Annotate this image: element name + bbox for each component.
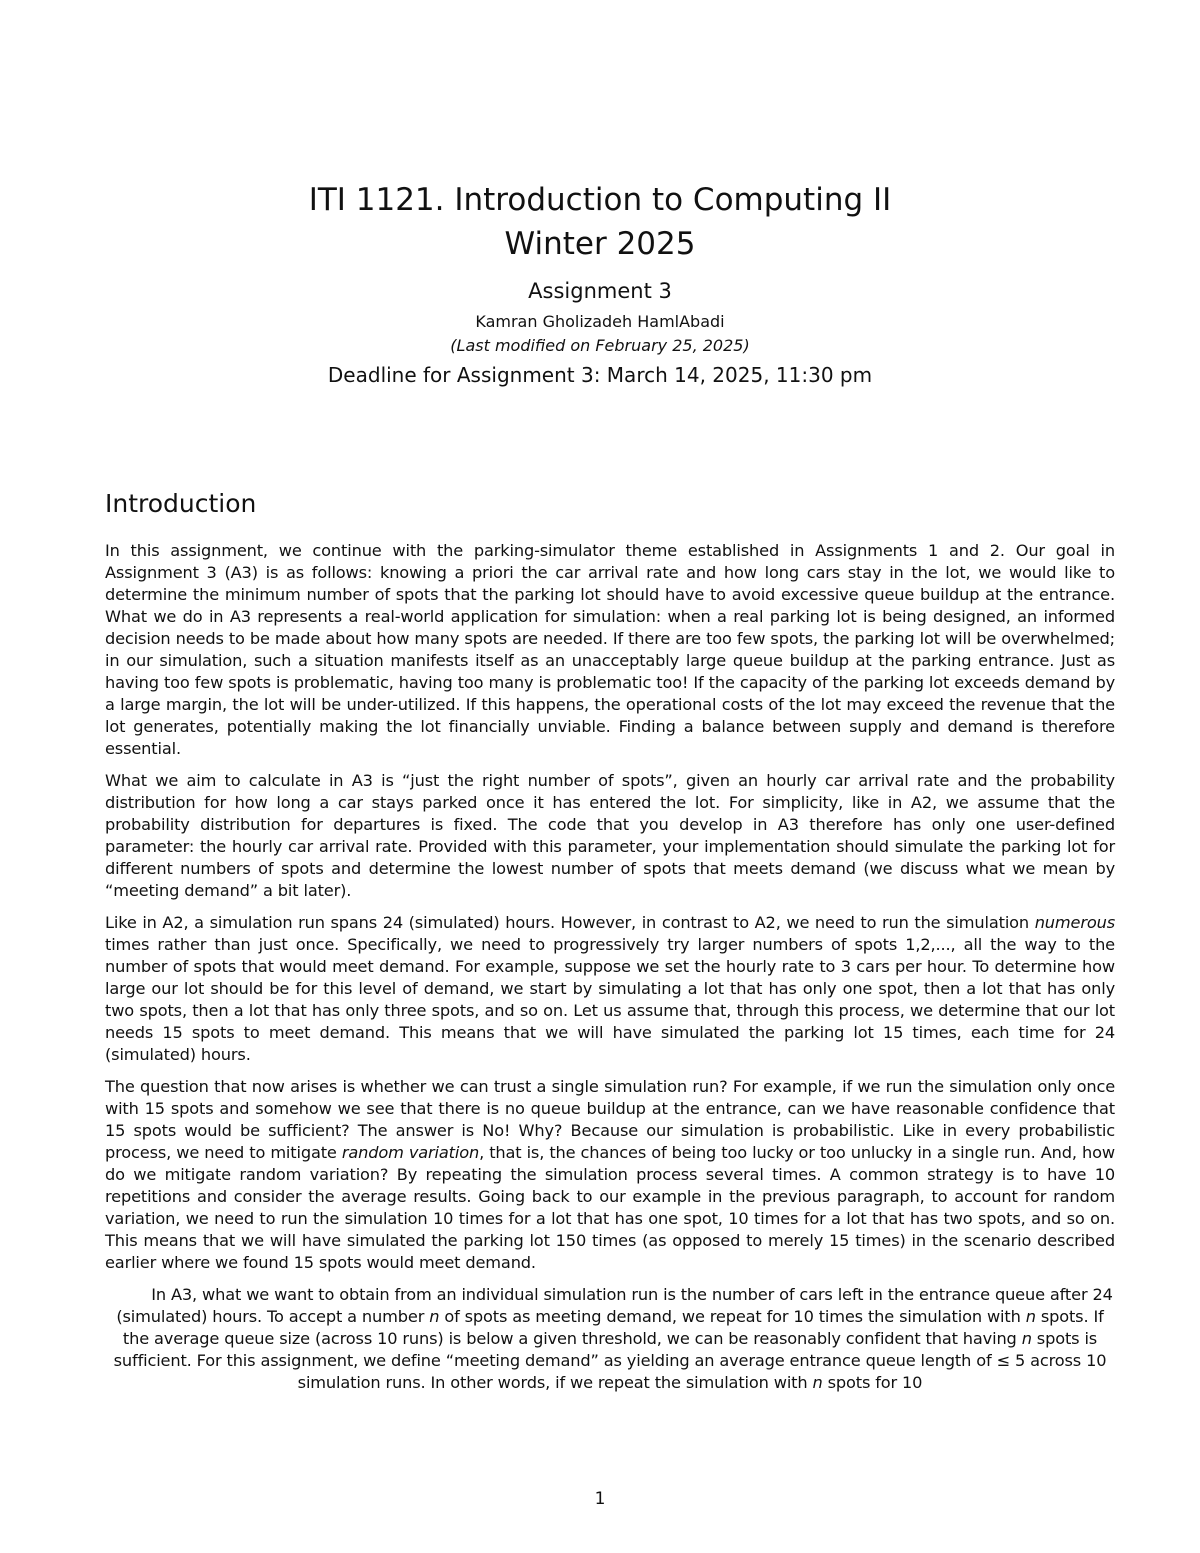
emphasized-text: numerous: [1034, 913, 1115, 932]
term: Winter 2025: [504, 226, 696, 262]
last-modified: (Last modified on February 25, 2025): [450, 336, 750, 355]
page-number: 1: [594, 1489, 606, 1509]
paragraph-text: In this assignment, we continue with the parking-simulator theme established in Assignments 1 and 2. Our goal in Assignment 3 (A3) is as follows: knowing a priori the car arrival rate and how long cars stay in the lot, we would like to determine the minimum number of spots that the parking lot should have to avoid excessive queue buildup at the entrance. What we do in A3 represents a real-world application for simulation: when a real parking lot is being designed, an informed decision needs to be made about how many spots are needed. If there are too few spots, the parking lot will be overwhelmed; in our simulation, such a situation manifests itself as an unacceptably large queue buildup at the parking entrance. Just as having too few spots is problematic, having too many is problematic too! If the capacity of the parking lot exceeds demand by a large margin, the lot will be under-utilized. If this happens, the operational costs of the lot may exceed the revenue that the lot generates, potentially making the lot financially unviable. Finding a balance between supply and demand is therefore essential.: [105, 541, 1115, 758]
assignment-title: Assignment 3: [528, 279, 672, 303]
title-block: [0, 178, 1200, 390]
paragraph: [105, 540, 1115, 760]
paragraph-text: spots is sufficient. For this assignment, we define “meeting demand” as yielding an average entrance queue length of ≤ 5 across 10 simulation runs. In other words, if we repeat the simulation with: [113, 1329, 1107, 1392]
author: Kamran Gholizadeh HamlAbadi: [475, 312, 725, 331]
paragraph: [105, 912, 1115, 1066]
emphasized-text: random variation: [341, 1143, 480, 1162]
paragraph-text: The question that now arises is whether we can trust a single simulation run? For example, if we run the simulation only once with 15 spots and somehow we see that there is no queue buildup at the entrance, can we have reasonable confidence that 15 spots would be sufficient? The answer is No! Why? Because our simulation is probabilistic. Like in every probabilistic process, we need to mitigate: [105, 1077, 1115, 1162]
paragraph: [105, 770, 1115, 902]
paragraph-text: , that is, the chances of being too lucky or too unlucky in a single run. And, how do we mitigate random variation? By repeating the simulation process several times. A common strategy is to have 10 repetitions and consider the average results. Going back to our example in the previous paragraph, to account for random variation, we need to run the simulation 10 times for a lot that has one spot, 10 times for a lot that has two spots, and so on. This means that we will have simulated the parking lot 150 times (as opposed to merely 15 times) in the scenario described earlier where we found 15 spots would meet demand.: [105, 1143, 1115, 1272]
emphasized-text: n: [1025, 1307, 1036, 1326]
body-text: [105, 540, 1115, 1404]
paragraph-text: spots for 10: [822, 1373, 923, 1392]
paragraph-text: What we aim to calculate in A3 is “just the right number of spots”, given an hourly car arrival rate and the probability distribution for how long a car stays parked once it has entered the lot. For simplicity, like in A2, we assume that the probability distribution for departures is fixed. The code that you develop in A3 therefore has only one user-defined parameter: the hourly car arrival rate. Provided with this parameter, your implementation should simulate the parking lot for different numbers of spots and determine the lowest number of spots that meets demand (we discuss what we mean by “meeting demand” a bit later).: [105, 771, 1115, 900]
emphasized-text: n: [1021, 1329, 1032, 1348]
paragraph-text: of spots as meeting demand, we repeat for 10 times the simulation with: [439, 1307, 1026, 1326]
deadline: Deadline for Assignment 3: March 14, 2025, 11:30 pm: [327, 363, 873, 387]
emphasized-text: n: [812, 1373, 823, 1392]
paragraph: [105, 1284, 1115, 1394]
emphasized-text: n: [429, 1307, 440, 1326]
paragraph-text: In A3, what we want to obtain from an individual simulation run is the number of cars left in the entrance queue after 24 (simulated) hours. To accept a number: [116, 1285, 1113, 1326]
section-heading: Introduction: [105, 489, 257, 518]
paragraph: [105, 1076, 1115, 1274]
paragraph-text: times rather than just once. Specifically, we need to progressively try larger numbers of spots 1,2,..., all the way to the number of spots that would meet demand. For example, suppose we set the hourly rate to 3 cars per hour. To determine how large our lot should be for this level of demand, we start by simulating a lot that has only one spot, then a lot that has only two spots, then a lot that has only three spots, and so on. Let us assume that, through this process, we determine that our lot needs 15 spots to meet demand. This means that we will have simulated the parking lot 15 times, each time for 24 (simulated) hours.: [105, 935, 1115, 1064]
course-title: ITI 1121. Introduction to Computing II: [308, 182, 892, 218]
paragraph-text: Like in A2, a simulation run spans 24 (simulated) hours. However, in contrast to A2, we need to run the simulation: [105, 913, 1035, 932]
paragraph-text: spots. If the average queue size (across 10 runs) is below a given threshold, we can be reasonably confident that having: [122, 1307, 1104, 1348]
